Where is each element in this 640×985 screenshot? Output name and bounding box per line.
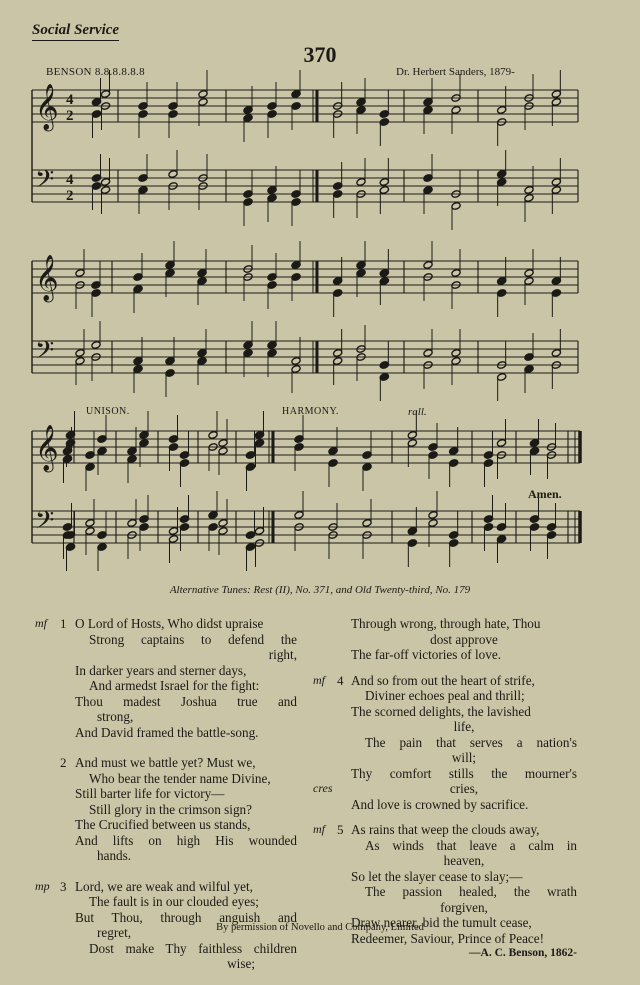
verse-line: The far-off victories of love. [351,647,501,662]
alternative-tunes: Alternative Tunes: Rest (II), No. 371, and Old Twenty-third, No. 179 [169,584,471,596]
verse-line: The scorned delights, the lavished [351,703,531,719]
verse-line: strong, [97,709,134,724]
treble-clef-icon: 𝄞 [35,425,59,471]
verse-line: Thy comfort stills the mourner's [351,765,577,781]
verse-line: Through wrong, through hate, Thou [351,616,541,631]
author-attribution: —A. C. Benson, 1862- [469,947,577,959]
verse-line: life, [453,719,475,734]
verse-number: 4 [337,672,344,688]
verse-line: As winds that leave a calm in [365,837,577,853]
verse-line: Who bear the tender name Divine, [89,770,271,786]
verse-line: The pain that serves a nation's [365,734,577,750]
composer: Dr. Herbert Sanders, 1879- [396,66,515,78]
section-title: Social Service [32,22,119,41]
verse-line: Thou madest Joshua true and [75,693,297,709]
verse-line: will; [451,750,477,765]
verse-line: And so from out the heart of strife, [351,672,535,688]
verse-line: Lord, we are weak and wilful yet, [75,878,253,894]
verse-number: 2 [60,755,67,770]
verse-number: 3 [60,878,67,894]
verse-line: And armedst Israel for the fight: [89,678,260,693]
treble-clef-icon: 𝄞 [35,255,59,301]
verse-line: right, [268,647,297,662]
dynamic-mp: mp [35,878,50,893]
verse-line: Strong captains to defend the [89,631,297,647]
verse-line: cries, [449,781,479,796]
verse-line: Redeemer, Saviour, Prince of Peace! [351,930,545,946]
verse-line: Still glory in the crimson sign? [89,801,253,817]
permission-note: By permission of Novello and Company, Limited [216,922,424,933]
dynamic-cres: cres [313,780,333,795]
verse-line: regret, [97,925,132,940]
svg-text:2: 2 [66,188,74,204]
verses-left-column [35,616,297,972]
verse-line: wise; [227,956,255,971]
time-signature: 4 [66,92,74,108]
bass-clef-icon: 𝄢 [35,336,55,371]
verse-line: O Lord of Hosts, Who didst upraise [75,616,264,631]
verse-line: So let the slayer cease to slay;— [351,868,523,884]
svg-text:2: 2 [66,108,74,124]
verse-line: Draw nearer, bid the tumult cease, [351,915,532,930]
verse-line: dost approve [430,631,498,647]
amen-label: Amen. [528,487,562,501]
treble-clef-icon: 𝄞 [35,84,59,130]
hymn-number: 370 [303,42,337,67]
dynamic-mf: mf [313,822,325,836]
bass-clef-icon: 𝄢 [35,506,55,541]
verse-line: Dost make Thy faithless children [89,940,297,956]
verse-line: forgiven, [440,899,488,915]
verse-line: The passion healed, the wrath [365,884,577,899]
verse-line: In darker years and sterner days, [75,662,247,678]
verse-number: 1 [60,616,67,631]
tune-name: BENSON 8.8.8.8.8.8 [46,66,145,78]
unison-label: UNISON. [86,406,130,417]
verse-line: The Crucified between us stands, [75,817,251,832]
verse-line: hands. [97,848,132,863]
time-signature: 4 [66,172,74,188]
verse-line: The fault is in our clouded eyes; [89,894,259,909]
dynamic-mf: mf [35,616,47,630]
verse-line: And love is crowned by sacrifice. [351,796,529,812]
rall-label: rall. [408,406,427,418]
verse-line: As rains that weep the clouds away, [351,822,540,837]
verse-line: Still barter life for victory— [75,786,225,801]
verse-line: Diviner echoes peal and thrill; [365,688,525,703]
verse-line: And must we battle yet? Must we, [75,755,256,770]
verse-line: heaven, [443,853,485,868]
bass-clef-icon: 𝄢 [35,165,55,200]
harmony-label: HARMONY. [282,406,339,417]
verse-line: And lifts on high His wounded [75,832,297,848]
verse-line: And David framed the battle-song. [75,724,259,740]
verse-line: But Thou, through anguish and [75,909,297,925]
dynamic-mf: mf [313,672,325,687]
verse-number: 5 [337,822,344,837]
